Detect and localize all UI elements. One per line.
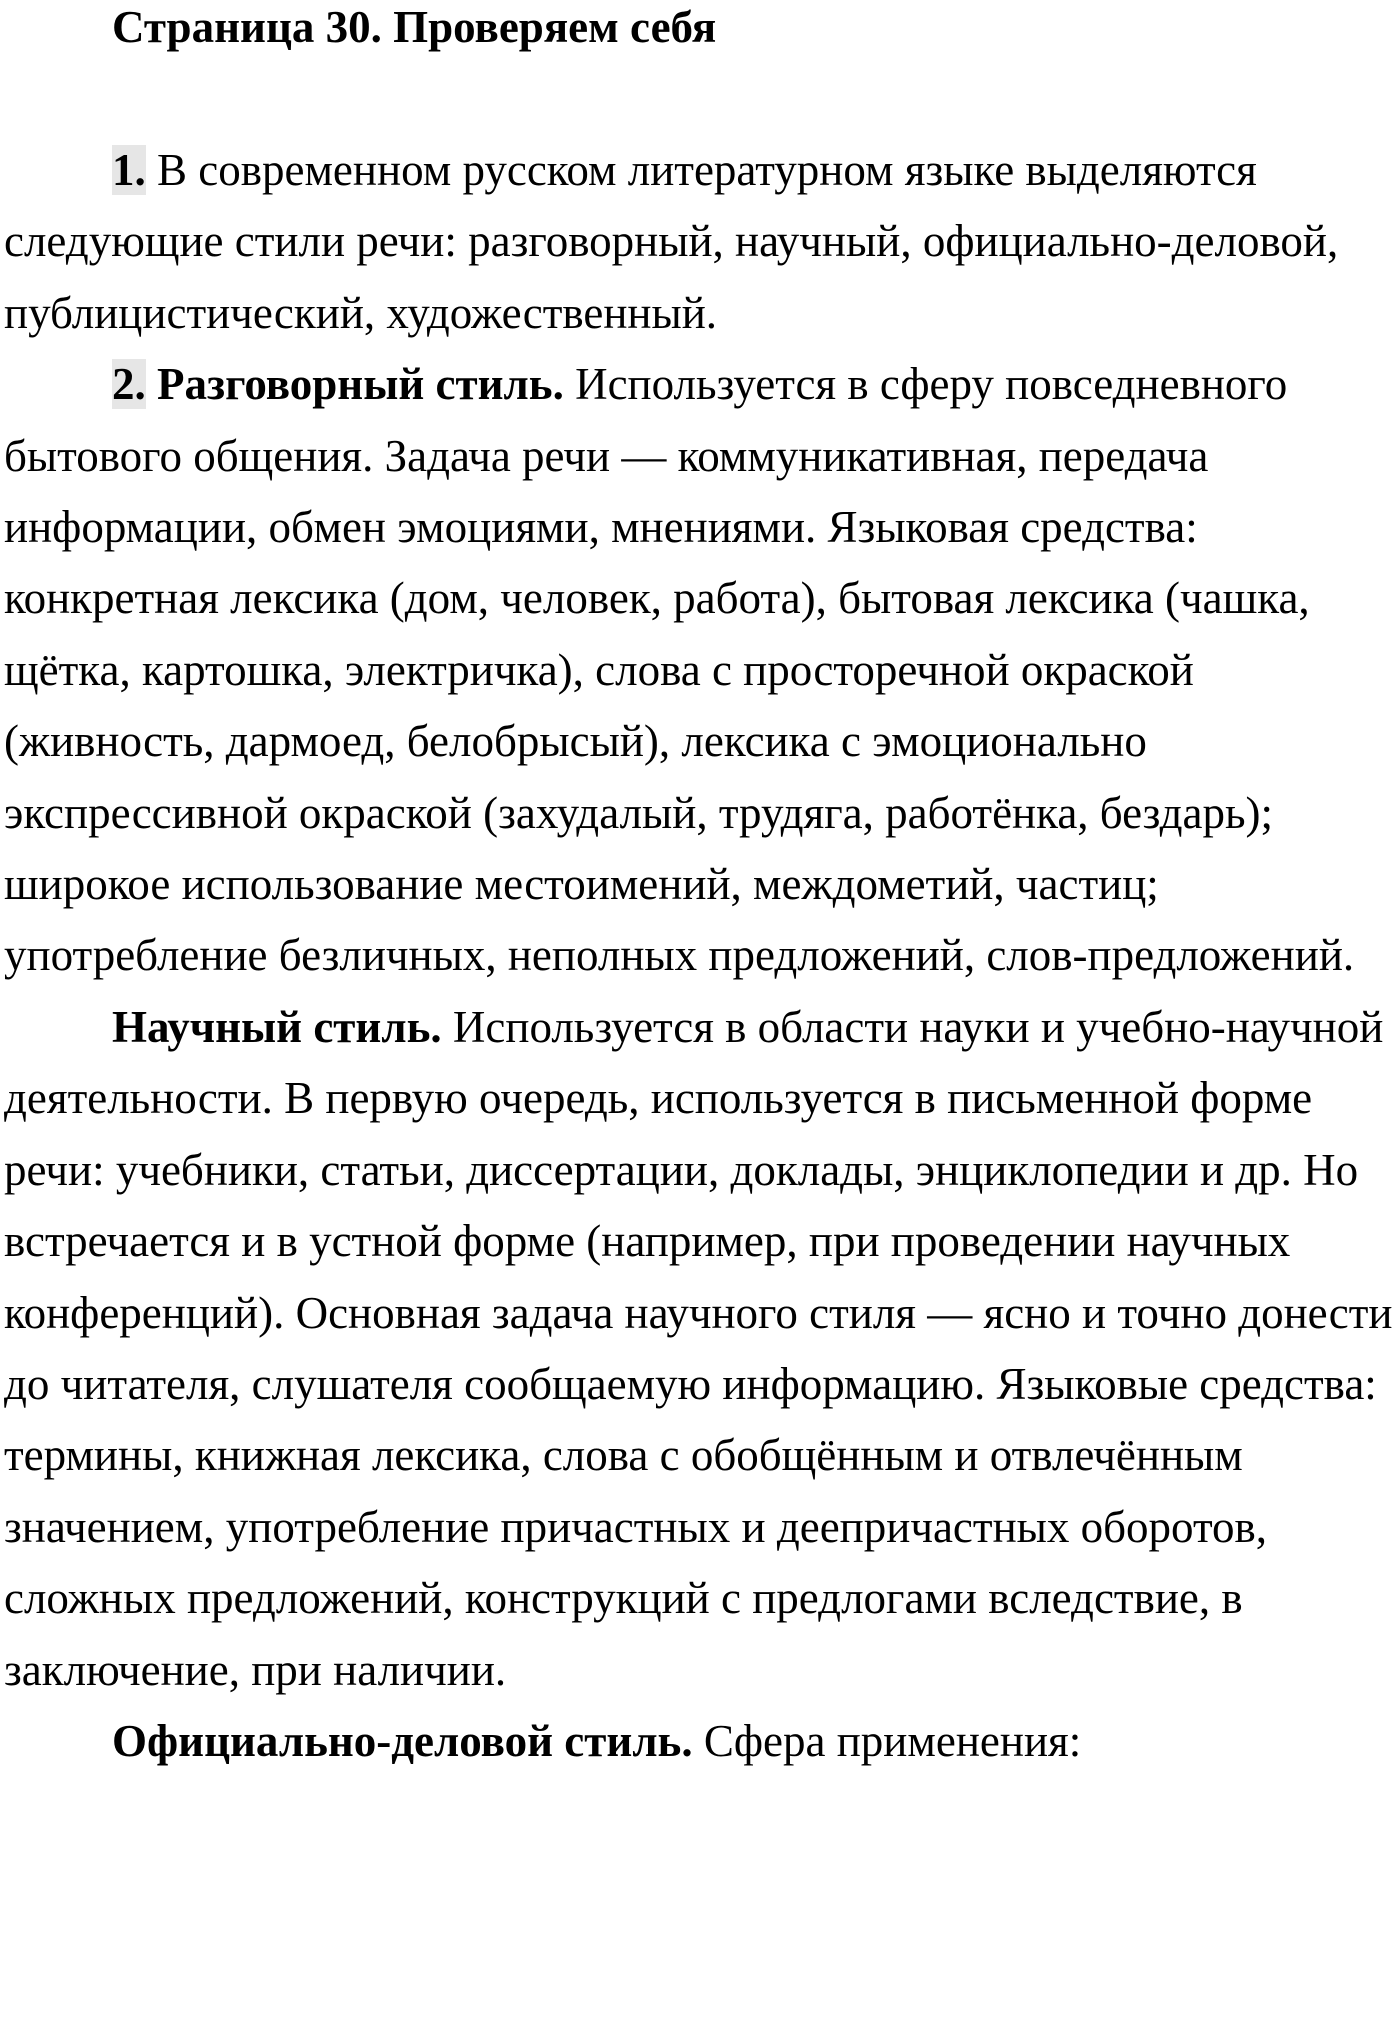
style-term: Разговорный стиль. [145, 359, 564, 410]
paragraph-text: В современном русском литературном языке выделяются следующие стили речи: разговорный, научный, официально-деловой, публицистический, художественный. [4, 145, 1339, 338]
page-title: Страница 30. Проверяем себя [112, 2, 717, 52]
document-body [4, 135, 1396, 1777]
item-number: 2. [112, 359, 146, 410]
paragraph-text: Используется в области науки и учебно-научной деятельности. В первую очередь, используется в письменной форме речи: учебники, статьи, диссертации, доклады, энциклопедии и др. Но встречается и в устной форме (например, при проведении научных конференций). Основная задача научного стиля — ясно и точно донести до читателя, слушателя сообщаемую информацию. Языковые средства: термины, книжная лексика, слова с обобщённым и отвлечённым значением, употребление причастных и деепричастных оборотов, сложных предложений, конструкций с предлогами вследствие, в заключение, при наличии. [4, 1001, 1393, 1695]
paragraph-3 [4, 992, 1396, 1706]
style-term: Официально-деловой стиль. [112, 1715, 693, 1766]
paragraph-1 [4, 135, 1396, 349]
style-term: Научный стиль. [112, 1001, 442, 1052]
item-number: 1. [112, 145, 146, 195]
paragraph-text: Сфера применения: [692, 1715, 1082, 1766]
paragraph-text: Используется в сферу повседневного бытового общения. Задача речи — коммуникативная, передача информации, обмен эмоциями, мнениями. Языковая средства: конкретная лексика (дом, человек, работа), бытовая лексика (чашка, щётка, картошка, электричка), слова с просторечной окраской (живность, дармоед, белобрысый), лексика с эмоционально экспрессивной окраской (захудалый, трудяга, работёнка, бездарь); широкое использование местоимений, междометий, частиц; употребление безличных, неполных предложений, слов-предложений. [4, 359, 1355, 981]
paragraph-4 [4, 1706, 1396, 1777]
paragraph-2 [4, 349, 1396, 992]
